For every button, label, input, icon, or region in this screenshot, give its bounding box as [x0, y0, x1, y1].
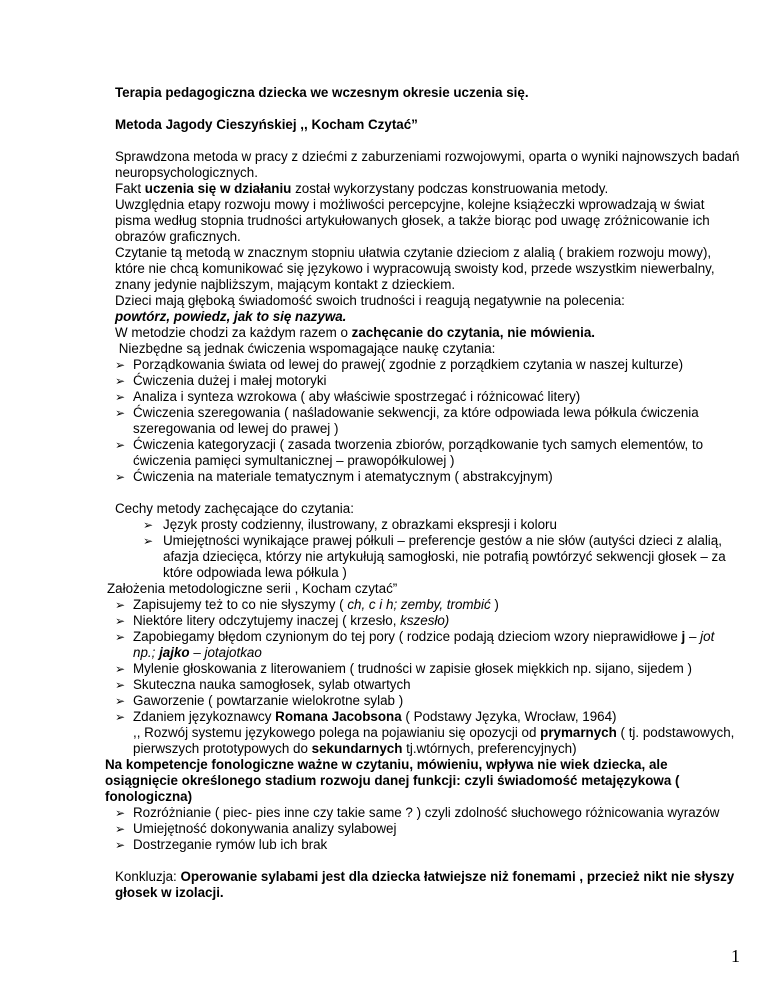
conclusion-text: Operowanie sylabami jest dla dziecka łatwiejsze niż fonemami , przecież nikt nie słyszy głosek w izolacji.: [115, 869, 735, 900]
author-name: Romana Jacobsona: [275, 709, 402, 724]
text-run: został wykorzystany podczas konstruowania metody.: [291, 181, 609, 196]
list-item: [115, 405, 740, 437]
text-run: –: [685, 629, 701, 644]
arrow-bullet-icon: ➢: [115, 822, 126, 836]
list-item: [115, 677, 740, 693]
list-item: [115, 837, 740, 853]
list-item: [115, 709, 740, 757]
text-run: Niektóre litery odczytujemy inaczej ( krzesło,: [133, 613, 401, 628]
text-run-bold: prymarnych: [540, 725, 617, 740]
intro-paragraph-3: Uwzględnia etapy rozwoju mowy i możliwości percepcyjne, kolejne książeczki wprowadzają w świat pisma według stopnia trudności artykułowanych głosek, a także biorąc pod uwagę zróżnicowanie ich obrazów graficznych.: [115, 197, 710, 244]
list-item-text: Umiejętność dokonywania analizy sylabowej: [133, 821, 397, 836]
list-item-text: Dostrzeganie rymów lub ich brak: [133, 837, 328, 852]
intro-paragraph-5: Dzieci mają głęboką świadomość swoich trudności i reagują negatywnie na polecenia:: [115, 293, 625, 308]
arrow-bullet-icon: ➢: [115, 374, 126, 388]
text-run-italic: kszesło): [400, 613, 450, 628]
intro-paragraph-2: [115, 181, 740, 197]
list-item: [115, 389, 740, 405]
features-list: [143, 517, 740, 581]
list-item: [143, 533, 740, 581]
list-item: [115, 613, 740, 629]
text-run-italic: – jotajotkao: [189, 645, 262, 660]
arrow-bullet-icon: ➢: [143, 518, 154, 532]
arrow-bullet-icon: ➢: [115, 662, 126, 676]
text-run-italic: jot np.;: [133, 629, 715, 660]
text-run-italic: ch, c i h; zemby, trombić: [347, 597, 491, 612]
list-item: [115, 629, 740, 661]
arrow-bullet-icon: ➢: [115, 838, 126, 852]
emphasis-learning-by-doing: uczenia się w działaniu: [144, 181, 292, 196]
arrow-bullet-icon: ➢: [115, 390, 126, 404]
list-item-text: Mylenie głoskowania z literowaniem ( trudności w zapisie głosek miękkich np. sijano, sijedem ): [133, 661, 692, 676]
list-item: [143, 517, 740, 533]
list-item: [115, 469, 740, 485]
conclusion: [115, 869, 740, 901]
list-item-text: Porządkowania świata od lewej do prawej( zgodnie z porządkiem czytania w naszej kulturze): [133, 357, 684, 372]
text-run: ( Podstawy Języka, Wrocław, 1964): [401, 709, 617, 724]
arrow-bullet-icon: ➢: [115, 806, 126, 820]
list-item: [115, 805, 740, 821]
intro-paragraph-1: Sprawdzona metoda w pracy z dziećmi z zaburzeniami rozwojowymi, oparta o wyniki najnowszych badań neuropsychologicznych.: [115, 149, 740, 180]
list-item-text: Język prosty codzienny, ilustrowany, z obrazkami ekspresji i koloru: [163, 517, 557, 532]
arrow-bullet-icon: ➢: [115, 614, 126, 628]
commands-quote: powtórz, powiedz, jak to się nazywa.: [115, 309, 347, 324]
list-item-text: Rozróżnianie ( piec- pies inne czy takie same ? ) czyli zdolność słuchowego różnicowania wyrazów: [133, 805, 720, 820]
list-item: [115, 357, 740, 373]
text-run-bold: j: [681, 629, 686, 644]
list-item: [115, 661, 740, 677]
exercises-list: [115, 357, 740, 485]
list-item-text: Analiza i synteza wzrokowa ( aby właściwie spostrzegać i różnicować litery): [133, 389, 581, 404]
arrow-bullet-icon: ➢: [115, 678, 126, 692]
text-run-bold-italic: jajko: [155, 645, 190, 660]
text-run: W metodzie chodzi za każdym razem o: [115, 325, 352, 340]
list-item-text: Ćwiczenia kategoryzacji ( zasada tworzenia zbiorów, porządkowanie tych samych elementów, to ćwiczenia pamięci symultanicznej – prawopółkulowej ): [133, 437, 704, 468]
text-run: Fakt: [115, 181, 145, 196]
list-item: [115, 437, 740, 469]
spacer: [115, 853, 740, 869]
arrow-bullet-icon: ➢: [115, 630, 126, 644]
arrow-bullet-icon: ➢: [115, 710, 126, 724]
spacer: [115, 485, 740, 501]
assumptions-list: [115, 597, 740, 757]
text-run: ,, Rozwój systemu językowego polega na pojawianiu się opozycji od: [133, 725, 541, 740]
arrow-bullet-icon: ➢: [115, 438, 126, 452]
intro-paragraph-4: Czytanie tą metodą w znacznym stopniu ułatwia czytanie dzieciom z alalią ( brakiem rozwoju mowy), które nie chcą komunikować się językowo i wypracowują swoisty kod, przede wszystkim niewerbalny, znany jedynie najbliższym, mającym kontakt z dzieckiem.: [115, 245, 715, 292]
list-item-text: Ćwiczenia dużej i małej motoryki: [133, 373, 327, 388]
text-run: Zapisujemy też to co nie słyszymy (: [133, 597, 348, 612]
arrow-bullet-icon: ➢: [115, 358, 126, 372]
list-item-text: Umiejętności wynikające prawej półkuli – preferencje gestów a nie słów (autyści dzieci z alalią, afazja dziecięca, którzy nie artykułują samogłoski, nie potrafią powtórzyć sekwencji głosek – za które odpowiada lewa półkula ): [163, 533, 726, 580]
text-run: Zapobiegamy błędom czynionym do tej pory ( rodzice podają dzieciom wzory nieprawidłowe: [133, 629, 682, 644]
arrow-bullet-icon: ➢: [115, 598, 126, 612]
list-item: [115, 597, 740, 613]
arrow-bullet-icon: ➢: [115, 406, 126, 420]
phonology-heading: Na kompetencje fonologiczne ważne w czytaniu, mówieniu, wpływa nie wiek dziecka, ale osiągnięcie określonego stadium rozwoju danej funkcji: czyli świadomość metajęzykowa ( fonologiczna): [105, 757, 680, 804]
features-heading: Cechy metody zachęcające do czytania:: [115, 501, 354, 516]
text-run-bold: sekundarnych: [311, 741, 403, 756]
list-item-text: Gaworzenie ( powtarzanie wielokrotne sylab ): [133, 693, 404, 708]
list-item: [115, 693, 740, 709]
arrow-bullet-icon: ➢: [115, 470, 126, 484]
list-item: [115, 821, 740, 837]
conclusion-label: Konkluzja:: [115, 869, 181, 884]
document-title: Terapia pedagogiczna dziecka we wczesnym okresie uczenia się.: [115, 85, 529, 100]
list-item-text: Ćwiczenia szeregowania ( naśladowanie sekwencji, za które odpowiada lewa półkula ćwiczenia szeregowania od lewej do prawej ): [133, 405, 699, 436]
emphasis-encourage-reading: zachęcanie do czytania, nie mówienia.: [351, 325, 596, 340]
list-item-text: Skuteczna nauka samogłosek, sylab otwartych: [133, 677, 411, 692]
text-run: ( tj. podstawowych, pierwszych prototypowych do: [133, 725, 735, 756]
intro-paragraph-7: [115, 325, 740, 341]
intro-paragraph-8: Niezbędne są jednak ćwiczenia wspomagające naukę czytania:: [115, 341, 496, 356]
document-body: [105, 149, 740, 901]
list-item-text: Ćwiczenia na materiale tematycznym i atematycznym ( abstrakcyjnym): [133, 469, 553, 484]
arrow-bullet-icon: ➢: [115, 694, 126, 708]
arrow-bullet-icon: ➢: [143, 534, 154, 548]
text-run: tj.wtórnych, preferencyjnych): [402, 741, 577, 756]
phonology-list: [115, 805, 740, 853]
assumptions-heading: Założenia metodologiczne serii , Kocham czytać”: [107, 581, 398, 596]
list-item: [115, 373, 740, 389]
text-run: Zdaniem językoznawcy: [133, 709, 276, 724]
document-subtitle: Metoda Jagody Cieszyńskiej ,, Kocham Czytać”: [115, 117, 418, 132]
page-number: 1: [731, 946, 740, 966]
text-run: ): [490, 597, 499, 612]
